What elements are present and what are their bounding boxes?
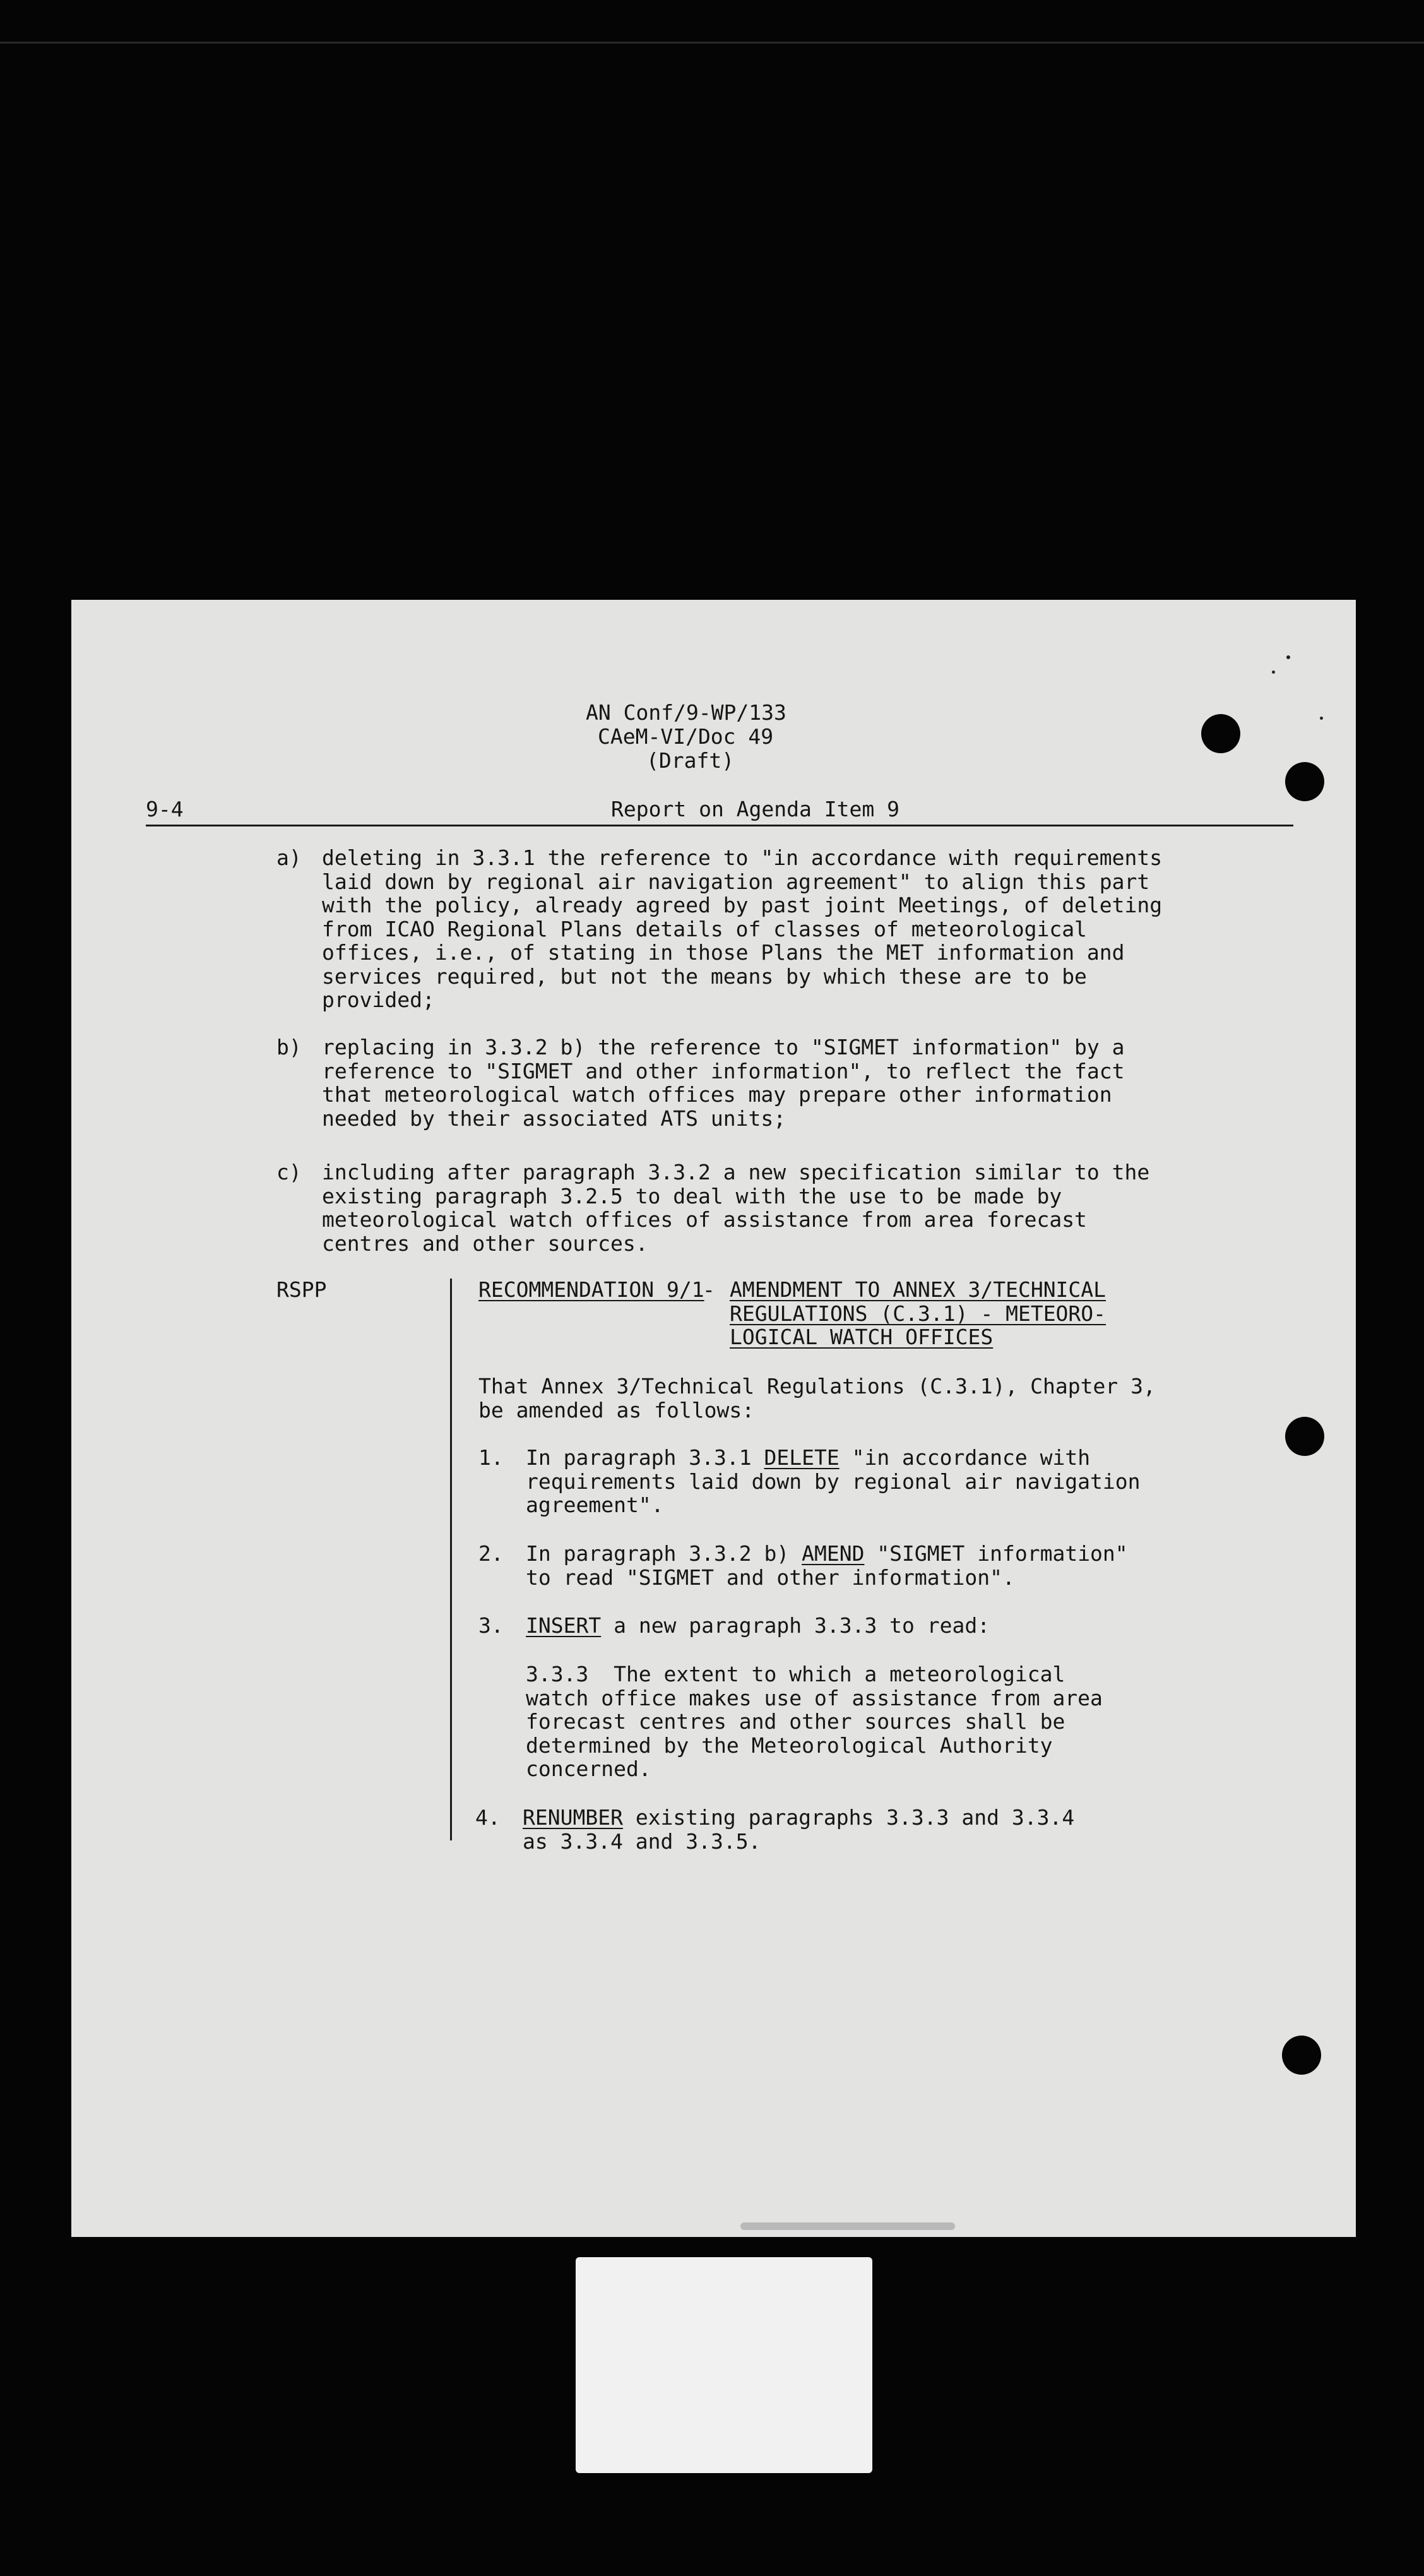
text-line: replacing in 3.3.2 b) the reference to "SIGMET information" by a: [322, 1035, 1125, 1059]
step-2-text: [526, 1542, 1128, 1589]
step-first-line: [526, 1542, 1128, 1566]
margin-label-rspp: RSPP: [276, 1277, 327, 1302]
text-line: watch office makes use of assistance from area: [526, 1685, 1103, 1710]
keyword-amend: AMEND: [802, 1541, 865, 1566]
text-line: That Annex 3/Technical Regulations (C.3.1), Chapter 3,: [478, 1374, 1156, 1398]
item-marker: b): [276, 1035, 302, 1059]
speck: [1320, 717, 1323, 720]
step-number: 3.: [478, 1613, 504, 1638]
doc-ref-1: AN Conf/9-WP/133: [586, 700, 786, 725]
keyword-delete: DELETE: [764, 1445, 840, 1470]
item-a-text: [322, 846, 1162, 1012]
text-line: laid down by regional air navigation agreement" to align this part: [322, 869, 1150, 894]
text-line: from ICAO Regional Plans details of classes of meteorological: [322, 916, 1087, 941]
keyword-insert: INSERT: [526, 1613, 602, 1638]
text-line: concerned.: [526, 1756, 651, 1781]
running-head-title: Report on Agenda Item 9: [611, 797, 899, 821]
bottom-smudge: [740, 2222, 955, 2230]
text-line: offices, i.e., of stating in those Plans the MET information and: [322, 940, 1125, 965]
item-marker: c): [276, 1160, 302, 1184]
step-pre: In paragraph 3.3.1: [526, 1445, 764, 1470]
text-line: as 3.3.4 and 3.3.5.: [523, 1828, 761, 1854]
text-line: meteorological watch offices of assistance from area forecast: [322, 1207, 1087, 1232]
step-first-line: [526, 1446, 1141, 1470]
text-line: including after paragraph 3.3.2 a new specification similar to the: [322, 1160, 1150, 1184]
recommendation-intro: [478, 1374, 1156, 1422]
step-post: a new paragraph 3.3.3 to read:: [601, 1613, 990, 1638]
document-page: [71, 600, 1356, 2237]
text-line: deleting in 3.3.1 the reference to "in accordance with requirements: [322, 845, 1163, 870]
inserted-paragraph: [526, 1662, 1103, 1781]
text-line: centres and other sources.: [322, 1231, 648, 1256]
item-marker: a): [276, 845, 302, 870]
text-line: forecast centres and other sources shall be: [526, 1709, 1065, 1734]
running-head: [146, 796, 1293, 826]
text-line: reference to "SIGMET and other information", to reflect the fact: [322, 1058, 1125, 1083]
text-line: needed by their associated ATS units;: [322, 1106, 786, 1131]
doc-status: (Draft): [646, 748, 735, 773]
step-4-text: [523, 1806, 1074, 1853]
page-number: 9-4: [146, 797, 184, 821]
step-first-line: [523, 1806, 1074, 1830]
title-line: AMENDMENT TO ANNEX 3/TECHNICAL: [730, 1277, 1107, 1302]
title-line: LOGICAL WATCH OFFICES: [730, 1325, 994, 1349]
text-line: with the policy, already agreed by past joint Meetings, of deleting: [322, 893, 1163, 917]
step-first-line: [526, 1614, 990, 1638]
recommendation-title: [730, 1278, 1106, 1349]
text-line: determined by the Meteorological Authority: [526, 1732, 1053, 1758]
step-number: 1.: [478, 1445, 504, 1470]
doc-ref-2: CAeM-VI/Doc 49: [598, 724, 774, 749]
punch-hole: [1285, 1417, 1324, 1456]
text-line: existing paragraph 3.2.5 to deal with the use to be made by: [322, 1183, 1062, 1208]
step-1-text: [526, 1446, 1141, 1517]
text-line: requirements laid down by regional air navigation: [526, 1469, 1141, 1494]
step-pre: In paragraph 3.3.2 b): [526, 1541, 802, 1566]
text-line: to read "SIGMET and other information".: [526, 1565, 1015, 1590]
blank-label-tab: [576, 2257, 872, 2473]
item-b-text: [322, 1035, 1125, 1130]
step-number: 4.: [475, 1805, 501, 1830]
recommendation-dash: -: [703, 1277, 715, 1302]
speck: [1286, 655, 1290, 659]
step-3-text: [526, 1614, 990, 1638]
text-line: that meteorological watch offices may prepare other information: [322, 1082, 1112, 1107]
text-line: agreement".: [526, 1493, 664, 1517]
step-post: existing paragraphs 3.3.3 and 3.3.4: [622, 1805, 1075, 1830]
title-line: REGULATIONS (C.3.1) - METEORO-: [730, 1301, 1107, 1326]
text-line: provided;: [322, 987, 435, 1012]
punch-hole: [1201, 714, 1240, 753]
text-line: services required, but not the means by which these are to be: [322, 963, 1087, 989]
margin-rule: [450, 1279, 452, 1840]
scan-edge-line: [0, 42, 1424, 44]
punch-hole: [1282, 2036, 1321, 2075]
text-line: 3.3.3 The extent to which a meteorological: [526, 1662, 1065, 1686]
step-post: "in accordance with: [839, 1445, 1091, 1470]
recommendation-label: RECOMMENDATION 9/1: [478, 1277, 704, 1302]
step-post: "SIGMET information": [864, 1541, 1128, 1566]
speck: [1272, 671, 1275, 674]
step-number: 2.: [478, 1541, 504, 1566]
item-c-text: [322, 1160, 1149, 1255]
text-line: be amended as follows:: [478, 1397, 755, 1422]
keyword-renumber: RENUMBER: [523, 1805, 623, 1830]
